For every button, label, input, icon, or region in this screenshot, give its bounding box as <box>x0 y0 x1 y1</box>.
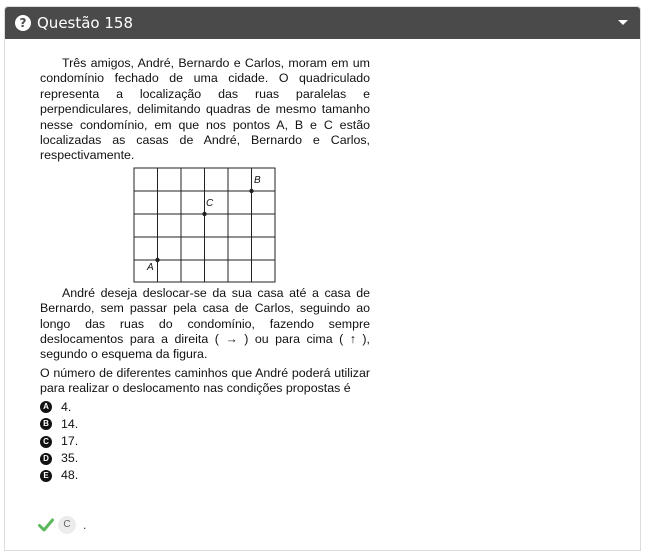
options-list <box>40 399 370 485</box>
option-a-text: 4. <box>61 399 72 414</box>
caret-down-icon[interactable] <box>618 20 628 25</box>
panel-header[interactable] <box>5 7 640 39</box>
street-grid-figure <box>40 166 370 284</box>
point-a <box>155 258 159 262</box>
question-image <box>40 56 370 508</box>
answer-suffix: . <box>83 518 87 532</box>
point-b <box>249 189 253 193</box>
option-d-badge: D <box>40 453 52 465</box>
question-circle-icon: ? <box>15 15 31 31</box>
option-b[interactable] <box>40 416 370 433</box>
answer-letter-chip: C <box>58 516 76 534</box>
grid-svg <box>40 166 370 284</box>
panel-title: Questão 158 <box>37 14 134 32</box>
option-a-badge: A <box>40 401 52 413</box>
question-paragraph-1: Três amigos, André, Bernardo e Carlos, moram em um condomínio fechado de uma cidade. O quadriculado representa a localização das ruas paralelas e perpendiculares, delimitando quadras de mesmo tamanho nesse condomínio, em que nos pontos A, B e C estão localizadas as casas de André, Bernardo e Carlos, respectivamente. <box>40 56 370 163</box>
question-paragraph-2: André deseja deslocar-se da sua casa até a casa de Bernardo, sem passar pela casa de Carlos, seguindo ao longo das ruas do condomínio, fazendo sempre deslocamentos para a direita ( → ) ou para cima ( ↑ ), segundo o esquema da figura. <box>40 285 370 362</box>
option-c-badge: C <box>40 436 52 448</box>
question-paragraph-3: O número de diferentes caminhos que André poderá utilizar para realizar o deslocamento nas condições propostas é <box>40 365 370 396</box>
option-a[interactable] <box>40 399 370 416</box>
option-e-text: 48. <box>61 468 79 483</box>
option-e[interactable] <box>40 467 370 484</box>
option-c[interactable] <box>40 433 370 450</box>
option-d[interactable] <box>40 450 370 467</box>
option-c-text: 17. <box>61 433 79 448</box>
option-d-text: 35. <box>61 451 79 466</box>
check-icon <box>38 518 54 532</box>
label-a: A <box>147 261 154 273</box>
label-c: C <box>206 197 214 209</box>
label-b: B <box>254 174 261 186</box>
point-c <box>202 212 206 216</box>
option-e-badge: E <box>40 470 52 482</box>
option-b-badge: B <box>40 418 52 430</box>
option-b-text: 14. <box>61 416 79 431</box>
answer-row <box>38 516 86 534</box>
